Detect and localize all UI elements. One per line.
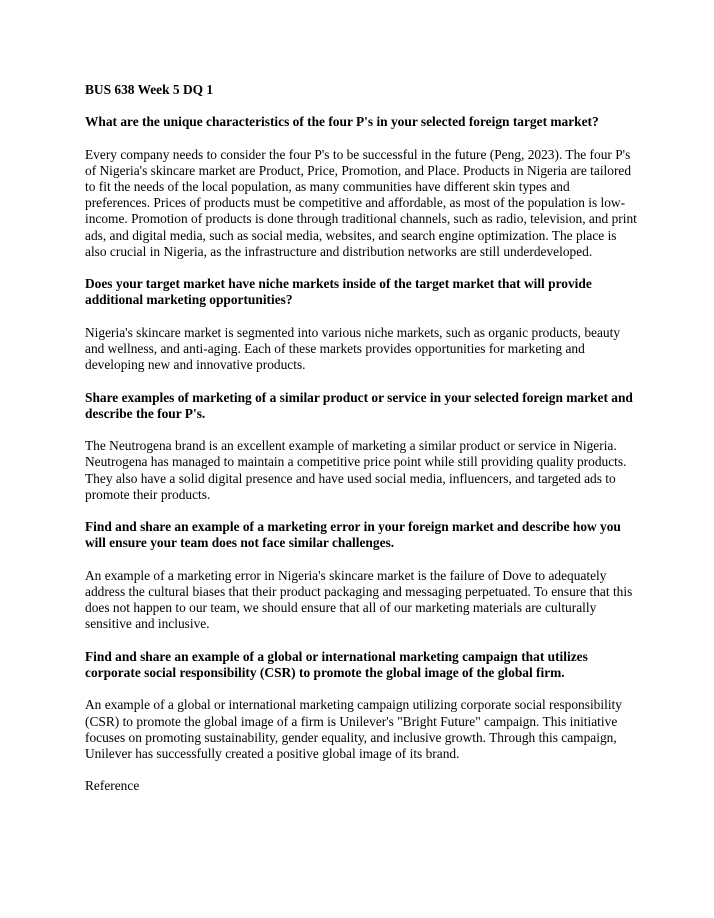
answer-1: Every company needs to consider the four P's to be successful in the future (Peng, 2023). The four P's of Nigeria's skincare market are Product, Price, Promotion, and Place. Products in Nigeria are tailored to fit the needs of the local population, as many communities have different skin types and preferences. Prices of products must be competitive and affordable, as most of the population is low-income. Promotion of products is done through traditional channels, such as radio, television, and print ads, and digital media, such as social media, websites, and search engine optimization. The place is also crucial in Nigeria, as the infrastructure and distribution networks are still underdeveloped. — [85, 146, 637, 259]
question-3: Share examples of marketing of a similar product or service in your selected foreign market and describe the four P's. — [85, 389, 633, 421]
answer-2: Nigeria's skincare market is segmented into various niche markets, such as organic products, beauty and wellness, and anti-aging. Each of these markets provides opportunities for marketing and developing new and innovative products. — [85, 324, 621, 373]
answer-4: An example of a marketing error in Nigeria's skincare market is the failure of Dove to adequately address the cultural biases that their product packaging and messaging perpetuated. To ensure that this does not happen to our team, we should ensure that all of our marketing materials are culturally sensitive and inclusive. — [85, 567, 633, 632]
answer-3: The Neutrogena brand is an excellent example of marketing a similar product or service in Nigeria. Neutrogena has managed to maintain a competitive price point while still providing quality products. They also have a solid digital presence and have used social media, influencers, and targeted ads to promote their products. — [85, 438, 627, 502]
reference-heading: Reference — [85, 778, 140, 794]
document-title: BUS 638 Week 5 DQ 1 — [85, 82, 214, 97]
document-page — [85, 82, 637, 795]
question-2: Does your target market have niche markets inside of the target market that will provide additional marketing opportunities? — [85, 276, 592, 308]
question-1: What are the unique characteristics of the four P's in your selected foreign target market? — [85, 114, 599, 130]
question-4: Find and share an example of a marketing error in your foreign market and describe how you will ensure your team does not face similar challenges. — [85, 519, 621, 551]
question-5: Find and share an example of a global or international marketing campaign that utilizes corporate social responsibility (CSR) to promote the global image of the global firm. — [85, 648, 588, 680]
answer-5: An example of a global or international marketing campaign utilizing corporate social responsibility (CSR) to promote the global image of a firm is Unilever's "Bright Future" campaign. This initiative focuses on promoting sustainability, gender equality, and inclusive growth. Through this campaign, Unilever has successfully created a positive global image of its brand. — [85, 697, 622, 761]
